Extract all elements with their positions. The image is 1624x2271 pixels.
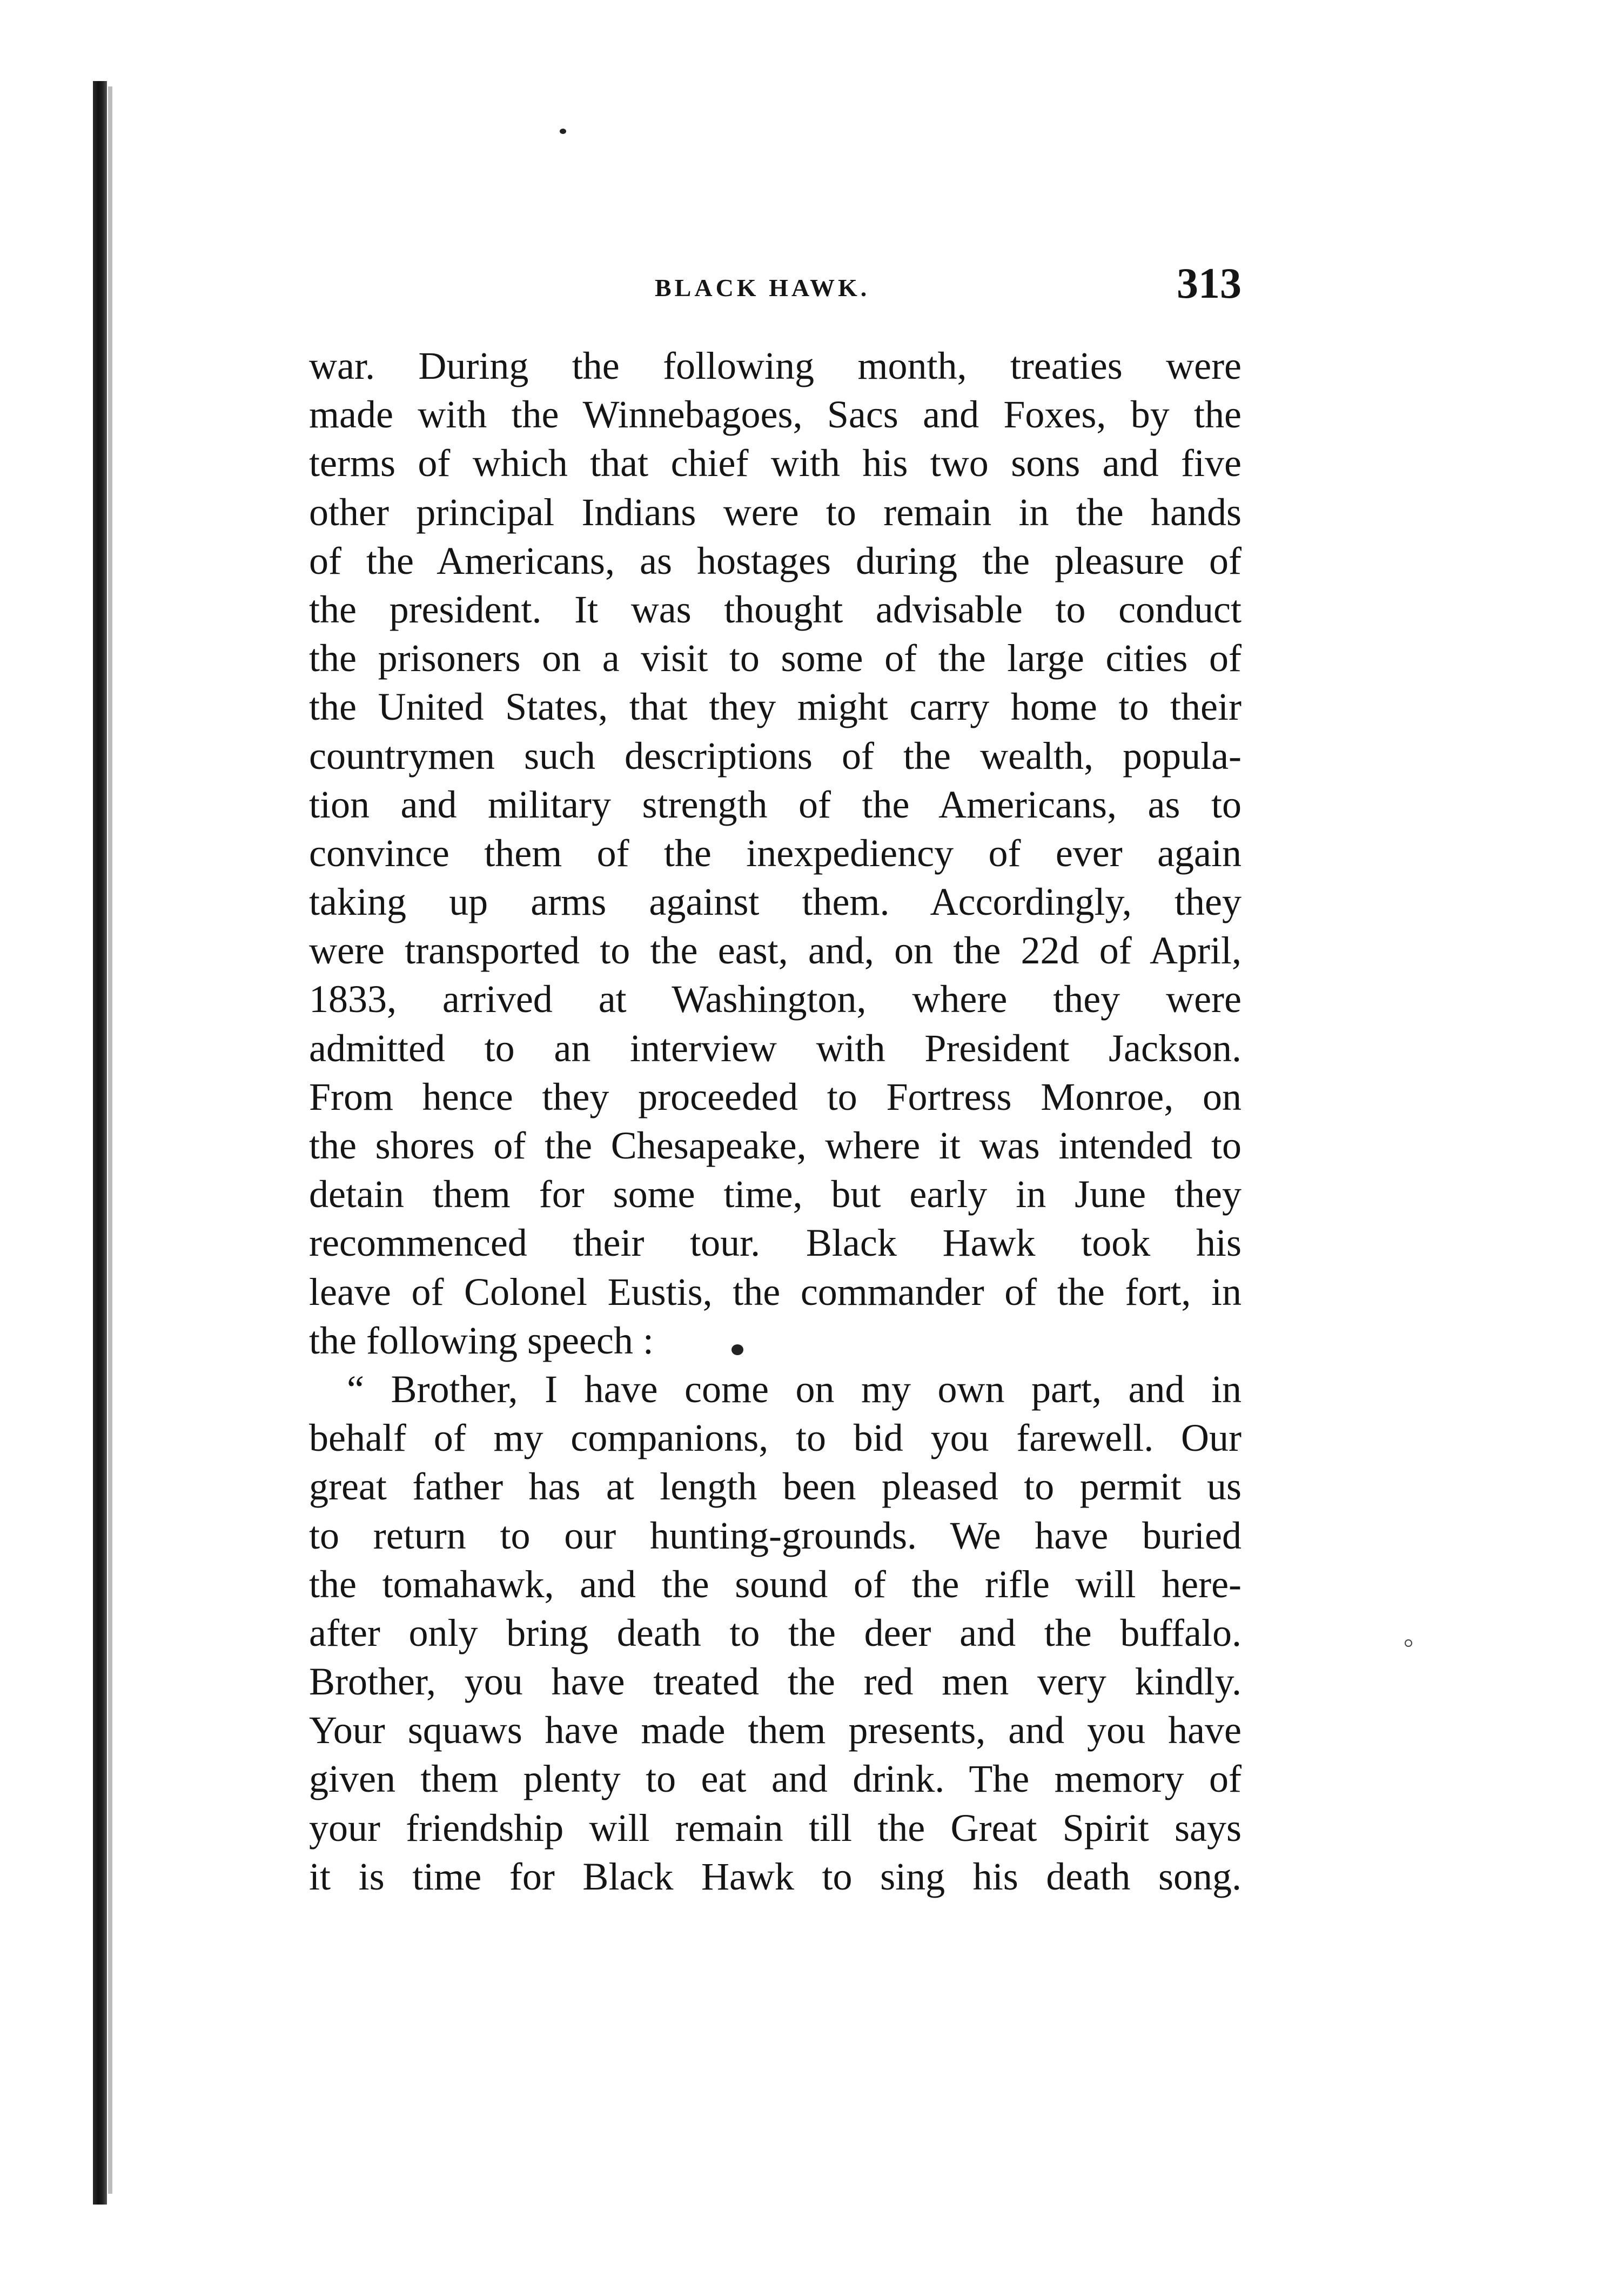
text-line: tion and military strength of the Americans, as to — [309, 782, 1242, 826]
text-line: convince them of the inexpediency of ever again — [309, 831, 1242, 875]
text-line: Your squaws have made them presents, and you have — [309, 1709, 1242, 1752]
scan-speck — [560, 129, 566, 134]
text-line: made with the Winnebagoes, Sacs and Foxes, by the — [309, 393, 1242, 437]
text-line: Brother, you have treated the red men very kindly. — [309, 1660, 1242, 1704]
text-line: were transported to the east, and, on the 22d of April, — [309, 929, 1242, 973]
text-line: after only bring death to the deer and the buffalo. — [309, 1611, 1242, 1654]
text-line: admitted to an interview with President Jackson. — [309, 1026, 1242, 1070]
text-line: recommenced their tour. Black Hawk took his — [309, 1221, 1242, 1265]
text-line: taking up arms against them. Accordingly, they — [309, 880, 1242, 924]
text-line: detain them for some time, but early in June they — [309, 1173, 1242, 1216]
text-line: the United States, that they might carry home to their — [309, 685, 1242, 729]
text-line: war. During the following month, treaties were — [309, 344, 1242, 387]
text-line: the shores of the Chesapeake, where it was intended to — [309, 1124, 1242, 1167]
text-line: to return to our hunting-grounds. We have buried — [309, 1513, 1242, 1557]
text-line: your friendship will remain till the Great Spirit says — [309, 1806, 1242, 1850]
text-line: terms of which that chief with his two sons and five — [309, 441, 1242, 485]
text-line: other principal Indians were to remain in the hands — [309, 490, 1242, 534]
text-line: behalf of my companions, to bid you farewell. Our — [309, 1416, 1242, 1460]
text-line: countrymen such descriptions of the wealth, popula- — [309, 734, 1242, 778]
running-head — [309, 259, 1242, 324]
page-number: 313 — [1177, 260, 1242, 307]
binding-shadow — [108, 86, 112, 2194]
running-head-title: BLACK HAWK. — [655, 274, 870, 302]
scan-speck — [1405, 1639, 1412, 1647]
text-line: the tomahawk, and the sound of the rifle will here- — [309, 1562, 1242, 1606]
text-line: of the Americans, as hostages during the pleasure of — [309, 539, 1242, 582]
text-line: given them plenty to eat and drink. The memory of — [309, 1757, 1242, 1801]
text-line: great father has at length been pleased to permit us — [309, 1465, 1242, 1509]
text-line: the following speech : — [309, 1318, 654, 1362]
text-line: leave of Colonel Eustis, the commander of the fort, in — [309, 1270, 1242, 1314]
text-line: the president. It was thought advisable to conduct — [309, 587, 1242, 631]
binding-edge — [93, 81, 107, 2205]
text-line: the prisoners on a visit to some of the large cities of — [309, 637, 1242, 680]
text-line: “ Brother, I have come on my own part, and in — [347, 1367, 1242, 1411]
text-line: 1833, arrived at Washington, where they were — [309, 977, 1242, 1021]
text-line: it is time for Black Hawk to sing his death song. — [309, 1854, 1242, 1898]
text-line: From hence they proceeded to Fortress Monroe, on — [309, 1075, 1242, 1118]
body-text — [309, 341, 1242, 1901]
